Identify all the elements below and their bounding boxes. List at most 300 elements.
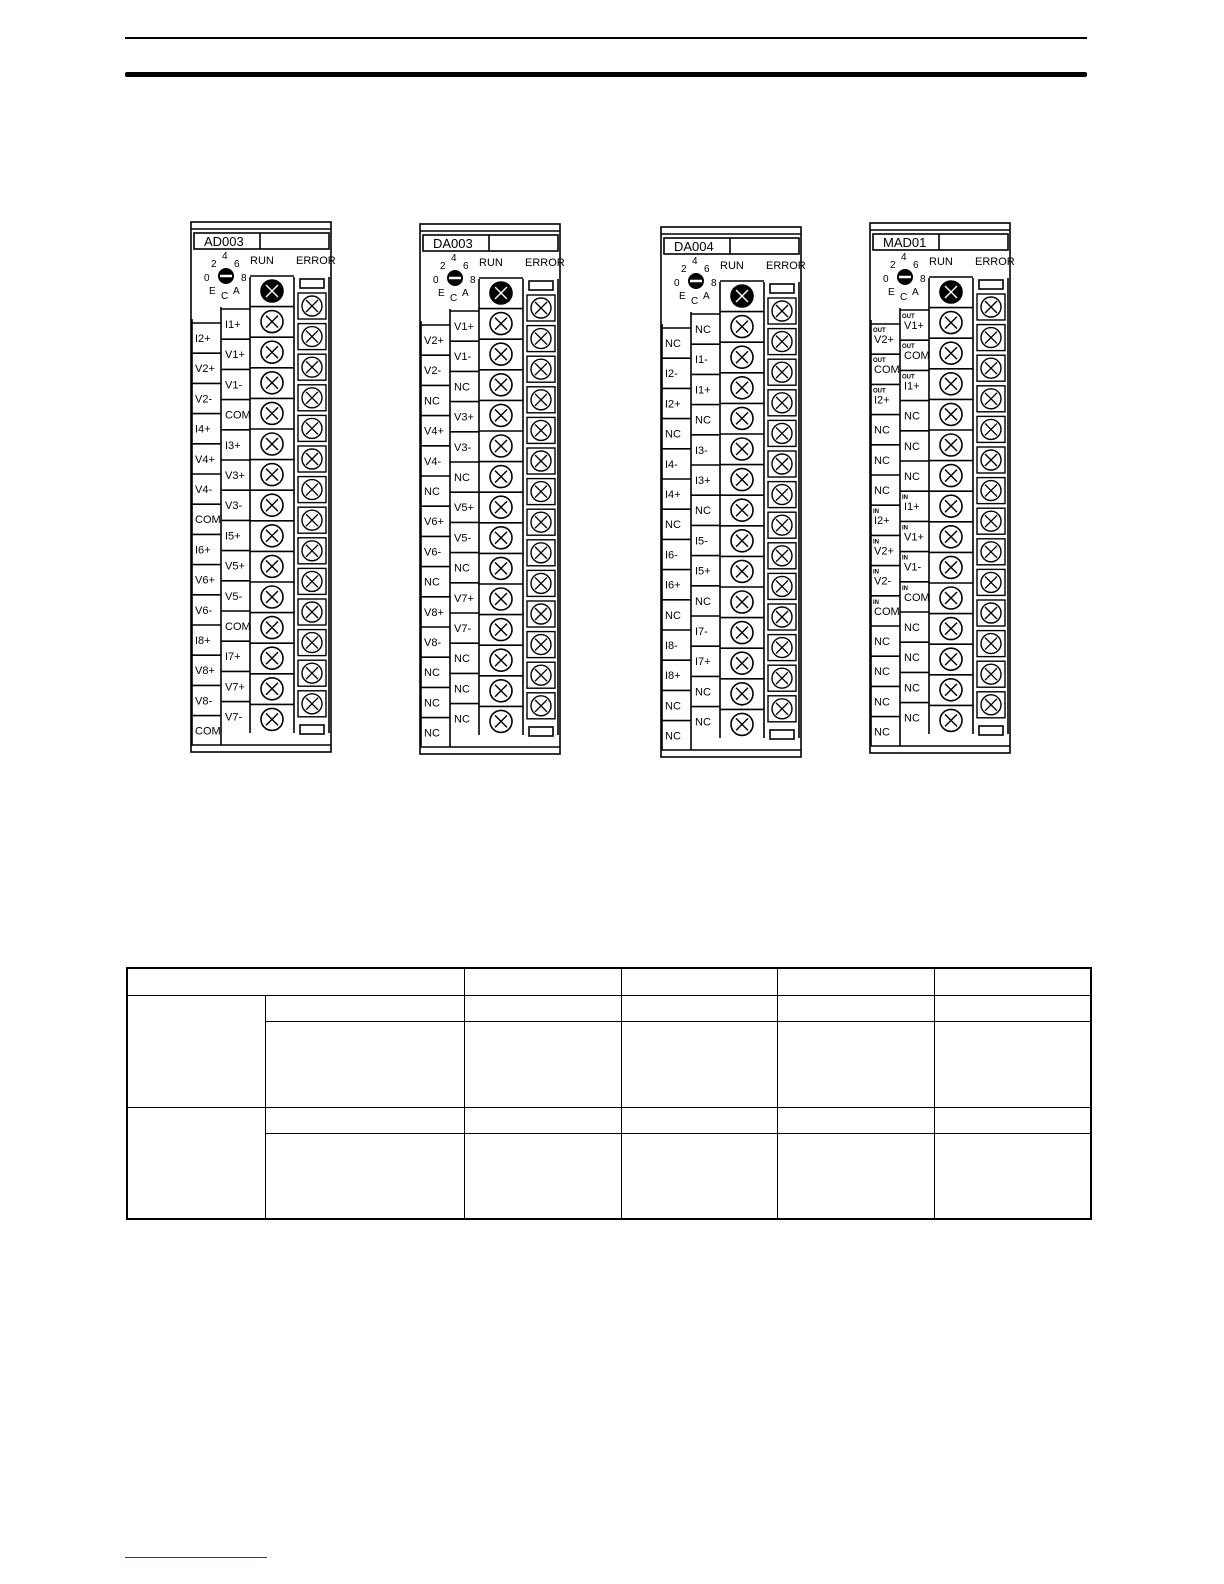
- terminal-label-right: V7-: [225, 711, 243, 724]
- svg-text:0: 0: [883, 274, 889, 285]
- svg-text:8: 8: [920, 274, 926, 285]
- terminal-label-left: NC: [424, 486, 440, 498]
- terminal-label-left: COM: [195, 725, 221, 738]
- terminal-screw-icon: [527, 448, 555, 474]
- terminal-screw-icon: [768, 451, 796, 477]
- terminal-screw-icon: [768, 696, 796, 722]
- terminal-label-right: NC: [695, 414, 711, 427]
- svg-text:0: 0: [204, 273, 210, 284]
- error-indicator-label: ERROR: [296, 255, 336, 267]
- terminal-label-left: COM: [195, 514, 221, 527]
- terminal-label-right: I7+: [225, 651, 241, 664]
- table-cell: [621, 1107, 777, 1133]
- terminal-screw-icon: [940, 434, 962, 456]
- terminal-label-right: V5+: [454, 502, 474, 515]
- table-cell: [265, 1021, 464, 1107]
- table-cell: [777, 968, 934, 995]
- terminal-tag: OUT: [873, 388, 886, 395]
- rotary-switch-icon: [674, 256, 717, 307]
- terminal-screw-icon: [940, 342, 962, 364]
- terminal-label-left: V2-: [874, 575, 892, 588]
- terminal-screw-icon: [298, 354, 326, 380]
- terminal-label-left: V2+: [424, 335, 444, 347]
- terminal-screw-icon: [768, 420, 796, 446]
- table-cell: [777, 995, 934, 1021]
- terminal-label-right: V1+: [904, 320, 924, 332]
- terminal-screw-icon: [298, 415, 326, 441]
- terminal-screw-icon: [261, 311, 283, 333]
- terminal-screw-icon: [261, 555, 283, 577]
- terminal-label-right: V7-: [454, 623, 472, 635]
- terminal-label-left: V6-: [424, 546, 442, 559]
- terminal-label-right: NC: [904, 471, 920, 483]
- terminal-screw-icon: [261, 708, 283, 730]
- terminal-screw-icon: [527, 479, 555, 505]
- svg-text:6: 6: [463, 261, 469, 272]
- terminal-label-left: NC: [874, 485, 890, 497]
- terminal-label-right: NC: [454, 653, 470, 666]
- terminal-label-right: I3+: [225, 439, 241, 452]
- terminal-screw-icon: [768, 359, 796, 385]
- terminal-screw-icon: [490, 466, 512, 488]
- svg-text:2: 2: [681, 264, 687, 275]
- terminal-label-left: NC: [665, 700, 681, 713]
- terminal-screw-icon: [527, 356, 555, 382]
- run-indicator-label: RUN: [720, 260, 744, 272]
- terminal-screw-icon: [940, 403, 962, 425]
- terminal-screw-icon: [768, 329, 796, 355]
- terminal-label-left: I8+: [195, 635, 211, 647]
- terminal-label-left: V2-: [424, 365, 442, 378]
- terminal-label-right: NC: [454, 472, 470, 484]
- terminal-tag: OUT: [902, 344, 915, 351]
- terminal-label-left: V8-: [424, 637, 442, 649]
- table-cell: [934, 968, 1091, 995]
- terminal-screw-icon: [768, 482, 796, 508]
- terminal-screw-icon: [490, 527, 512, 549]
- terminal-block-diagram: [190, 221, 336, 753]
- terminal-screw-icon: [731, 407, 753, 429]
- terminal-screw-icon: [940, 495, 962, 517]
- module-name-label: MAD01: [883, 235, 927, 250]
- terminal-label-right: I5+: [225, 530, 241, 543]
- terminal-screw-icon: [527, 693, 555, 719]
- table-cell: [934, 1021, 1091, 1107]
- terminal-label-left: I6+: [665, 579, 681, 592]
- terminal-label-left: NC: [424, 667, 440, 680]
- terminal-label-left: V4+: [195, 453, 215, 466]
- terminal-label-right: V3-: [454, 441, 472, 454]
- terminal-screw-icon: [940, 648, 962, 670]
- terminal-screw-icon: [490, 710, 512, 732]
- terminal-screw-icon: [490, 619, 512, 641]
- terminal-label-left: I8-: [665, 640, 678, 652]
- terminal-label-right: V5+: [225, 560, 245, 573]
- terminal-label-left: V2+: [874, 545, 894, 558]
- module-mad01: [869, 222, 1015, 754]
- terminal-label-left: V8-: [195, 695, 213, 708]
- terminal-label-left: V8+: [195, 665, 215, 678]
- table-cell: [621, 1021, 777, 1107]
- terminal-label-left: I6+: [195, 544, 211, 557]
- terminal-screw-icon: [977, 386, 1005, 412]
- terminal-screw-icon: [261, 280, 283, 302]
- terminal-screw-icon: [298, 568, 326, 594]
- svg-text:C: C: [691, 296, 699, 307]
- terminal-screw-icon: [490, 313, 512, 335]
- terminal-screw-icon: [298, 630, 326, 656]
- terminal-screw-icon: [731, 622, 753, 644]
- terminal-screw-icon: [490, 496, 512, 518]
- terminal-screw-icon: [527, 570, 555, 596]
- terminal-label-right: NC: [904, 410, 920, 423]
- terminal-label-left: I2+: [874, 394, 890, 407]
- terminal-label-right: V5-: [225, 590, 243, 603]
- footer-rule: [125, 1557, 267, 1558]
- svg-text:4: 4: [692, 256, 698, 267]
- svg-text:6: 6: [234, 259, 240, 270]
- terminal-screw-icon: [731, 438, 753, 460]
- terminal-screw-icon: [490, 557, 512, 579]
- svg-text:E: E: [438, 288, 445, 299]
- module-ad003: [190, 221, 336, 753]
- svg-text:E: E: [679, 291, 686, 302]
- svg-text:A: A: [233, 286, 240, 297]
- table-row: [127, 995, 1091, 1021]
- terminal-screw-icon: [298, 477, 326, 503]
- terminal-label-right: COM: [225, 621, 251, 633]
- terminal-label-left: NC: [874, 454, 890, 467]
- svg-text:8: 8: [470, 275, 476, 286]
- terminal-screw-icon: [490, 649, 512, 671]
- terminal-screw-icon: [490, 404, 512, 426]
- table-cell: [777, 1107, 934, 1133]
- terminal-label-left: NC: [874, 696, 890, 709]
- svg-text:C: C: [221, 291, 229, 302]
- table-cell: [464, 1107, 621, 1133]
- svg-text:A: A: [912, 287, 919, 298]
- terminal-screw-icon: [977, 661, 1005, 687]
- terminal-screw-icon: [977, 294, 1005, 320]
- terminal-label-left: NC: [665, 730, 681, 743]
- terminal-label-right: V3+: [225, 470, 245, 482]
- terminal-label-left: NC: [424, 576, 440, 589]
- terminal-screw-icon: [977, 355, 1005, 381]
- table-cell: [464, 1133, 621, 1219]
- terminal-label-left: NC: [424, 727, 440, 740]
- terminal-label-right: NC: [904, 682, 920, 695]
- svg-text:4: 4: [222, 251, 228, 262]
- terminal-screw-icon: [940, 281, 962, 303]
- terminal-screw-icon: [768, 604, 796, 630]
- svg-text:2: 2: [890, 260, 896, 271]
- terminal-label-left: NC: [424, 395, 440, 408]
- terminal-label-left: V4-: [195, 484, 213, 496]
- terminal-tag: IN: [902, 495, 908, 502]
- terminal-screw-icon: [977, 692, 1005, 718]
- terminal-label-right: COM: [904, 350, 930, 363]
- terminal-label-right: NC: [695, 686, 711, 699]
- table-cell: [621, 1133, 777, 1219]
- table-cell: [464, 968, 621, 995]
- terminal-screw-icon: [527, 662, 555, 688]
- terminal-screw-icon: [731, 713, 753, 735]
- terminal-label-right: NC: [695, 505, 711, 518]
- terminal-screw-icon: [731, 469, 753, 491]
- terminal-label-right: NC: [454, 713, 470, 726]
- terminal-screw-icon: [768, 512, 796, 538]
- terminal-label-left: I8+: [665, 670, 681, 683]
- terminal-label-left: NC: [665, 428, 681, 441]
- terminal-screw-icon: [298, 599, 326, 625]
- terminal-screw-icon: [731, 683, 753, 705]
- terminal-screw-icon: [731, 377, 753, 399]
- terminal-label-right: I5-: [695, 535, 708, 548]
- terminal-screw-icon: [490, 282, 512, 304]
- terminal-screw-icon: [731, 285, 753, 307]
- terminal-screw-icon: [940, 709, 962, 731]
- terminal-label-left: V2+: [874, 334, 894, 346]
- terminal-screw-icon: [298, 446, 326, 472]
- table-cell: [777, 1133, 934, 1219]
- terminal-label-right: V1+: [454, 321, 474, 333]
- terminal-label-right: V1-: [454, 351, 472, 364]
- table-cell: [265, 995, 464, 1021]
- terminal-screw-icon: [731, 346, 753, 368]
- terminal-label-left: NC: [874, 666, 890, 679]
- terminal-screw-icon: [527, 417, 555, 443]
- terminal-tag: IN: [902, 555, 908, 562]
- table-cell: [464, 1021, 621, 1107]
- terminal-label-left: I4-: [665, 458, 678, 471]
- terminal-label-right: COM: [225, 409, 251, 422]
- terminal-screw-icon: [977, 508, 1005, 534]
- svg-text:4: 4: [901, 252, 907, 263]
- table-header-row: [127, 968, 1091, 995]
- table-group-cell: [127, 1107, 265, 1219]
- svg-text:0: 0: [433, 275, 439, 286]
- svg-text:2: 2: [211, 259, 217, 270]
- run-indicator-label: RUN: [479, 257, 503, 269]
- error-indicator-label: ERROR: [766, 260, 806, 272]
- svg-text:E: E: [209, 286, 216, 297]
- header-rule-thick: [125, 72, 1087, 77]
- terminal-screw-icon: [490, 374, 512, 396]
- terminal-screw-icon: [527, 387, 555, 413]
- terminal-label-left: V4-: [424, 455, 442, 468]
- terminal-label-left: V6+: [195, 574, 215, 587]
- terminal-tag: IN: [873, 569, 879, 576]
- terminal-label-right: COM: [904, 591, 930, 604]
- terminal-label-right: NC: [695, 324, 711, 336]
- terminal-screw-icon: [977, 631, 1005, 657]
- terminal-label-right: NC: [904, 652, 920, 665]
- terminal-tag: IN: [873, 599, 879, 606]
- terminal-label-left: I4+: [665, 489, 681, 501]
- terminal-label-right: NC: [454, 562, 470, 575]
- terminal-tag: OUT: [873, 328, 886, 334]
- terminal-label-left: V2-: [195, 393, 213, 406]
- terminal-label-right: NC: [454, 683, 470, 696]
- terminal-label-right: NC: [904, 712, 920, 725]
- terminal-screw-icon: [977, 447, 1005, 473]
- svg-text:0: 0: [674, 278, 680, 289]
- svg-text:4: 4: [451, 253, 457, 264]
- terminal-screw-icon: [940, 373, 962, 395]
- terminal-tag: IN: [902, 585, 908, 592]
- terminal-label-right: NC: [904, 622, 920, 634]
- terminal-screw-icon: [977, 539, 1005, 565]
- terminal-screw-icon: [940, 587, 962, 609]
- error-indicator-label: ERROR: [975, 256, 1015, 268]
- table-cell: [265, 1133, 464, 1219]
- terminal-tag: IN: [902, 525, 908, 532]
- table-cell: [621, 995, 777, 1021]
- terminal-screw-icon: [490, 680, 512, 702]
- terminal-screw-icon: [731, 652, 753, 674]
- terminal-screw-icon: [527, 326, 555, 352]
- svg-text:C: C: [900, 292, 908, 303]
- terminal-tag: OUT: [902, 314, 915, 320]
- terminal-screw-icon: [977, 325, 1005, 351]
- terminal-tag: IN: [873, 539, 879, 546]
- table-row: [127, 1133, 1091, 1219]
- terminal-screw-icon: [298, 691, 326, 717]
- terminal-screw-icon: [490, 435, 512, 457]
- terminal-screw-icon: [261, 647, 283, 669]
- svg-text:8: 8: [711, 278, 717, 289]
- terminal-screw-icon: [940, 679, 962, 701]
- terminal-screw-icon: [940, 312, 962, 334]
- terminal-label-right: I1+: [904, 501, 920, 514]
- terminal-label-right: I5+: [695, 565, 711, 578]
- terminal-tag: OUT: [873, 358, 886, 365]
- terminal-screw-icon: [731, 316, 753, 338]
- terminal-label-right: V1-: [904, 561, 922, 574]
- terminal-label-left: NC: [665, 338, 681, 350]
- terminal-label-left: V6+: [424, 516, 444, 529]
- terminal-label-right: I1+: [904, 380, 920, 393]
- terminal-label-left: NC: [874, 726, 890, 739]
- terminal-screw-icon: [977, 569, 1005, 595]
- terminal-label-right: NC: [904, 440, 920, 453]
- terminal-screw-icon: [261, 341, 283, 363]
- terminal-label-left: V8+: [424, 606, 444, 619]
- terminal-screw-icon: [768, 298, 796, 324]
- run-indicator-label: RUN: [929, 256, 953, 268]
- table-row: [127, 1107, 1091, 1133]
- svg-text:6: 6: [913, 260, 919, 271]
- module-name-label: DA003: [433, 236, 473, 251]
- terminal-label-left: NC: [665, 519, 681, 532]
- terminal-label-right: V3+: [454, 411, 474, 424]
- terminal-label-left: I6-: [665, 549, 678, 562]
- terminal-screw-icon: [768, 543, 796, 569]
- terminal-block-diagram: [419, 223, 565, 755]
- terminal-label-right: I1+: [225, 319, 241, 331]
- terminal-screw-icon: [261, 525, 283, 547]
- terminal-label-left: NC: [424, 697, 440, 710]
- terminal-screw-icon: [768, 573, 796, 599]
- terminal-screw-icon: [298, 538, 326, 564]
- terminal-screw-icon: [527, 632, 555, 658]
- terminal-screw-icon: [940, 465, 962, 487]
- terminal-screw-icon: [731, 530, 753, 552]
- terminal-screw-icon: [261, 678, 283, 700]
- terminal-screw-icon: [261, 372, 283, 394]
- terminal-label-right: V1+: [904, 531, 924, 544]
- table-cell: [464, 995, 621, 1021]
- rotary-switch-icon: [883, 252, 926, 303]
- terminal-label-left: NC: [665, 609, 681, 622]
- svg-text:6: 6: [704, 264, 710, 275]
- terminal-screw-icon: [261, 464, 283, 486]
- terminal-label-left: I2+: [195, 333, 211, 345]
- terminal-screw-icon: [298, 385, 326, 411]
- terminal-label-right: V1+: [225, 349, 245, 362]
- terminal-label-left: NC: [874, 636, 890, 648]
- terminal-screw-icon: [298, 660, 326, 686]
- terminal-screw-icon: [261, 586, 283, 608]
- terminal-screw-icon: [731, 499, 753, 521]
- terminal-screw-icon: [977, 478, 1005, 504]
- terminal-tag: OUT: [902, 374, 915, 381]
- terminal-label-left: I2+: [665, 398, 681, 411]
- table-row: [127, 1021, 1091, 1107]
- terminal-label-left: I2-: [665, 368, 678, 381]
- module-name-label: AD003: [204, 234, 244, 249]
- terminal-screw-icon: [261, 402, 283, 424]
- terminal-label-left: I4+: [195, 423, 211, 436]
- terminal-label-left: V2+: [195, 363, 215, 376]
- terminal-screw-icon: [527, 509, 555, 535]
- terminal-label-right: V7+: [454, 592, 474, 605]
- svg-text:8: 8: [241, 273, 247, 284]
- terminal-screw-icon: [768, 635, 796, 661]
- module-da003: [419, 223, 565, 755]
- header-rule-thin: [125, 37, 1087, 39]
- svg-text:A: A: [703, 291, 710, 302]
- table-cell: [777, 1021, 934, 1107]
- terminal-label-left: I2+: [874, 515, 890, 528]
- table-cell: [934, 995, 1091, 1021]
- terminal-screw-icon: [527, 540, 555, 566]
- terminal-screw-icon: [298, 293, 326, 319]
- terminal-label-right: I1+: [695, 384, 711, 397]
- terminal-label-right: I1-: [695, 354, 708, 367]
- module-name-label: DA004: [674, 239, 714, 254]
- terminal-label-right: NC: [695, 595, 711, 608]
- module-da004: [660, 226, 806, 758]
- terminal-screw-icon: [940, 526, 962, 548]
- terminal-screw-icon: [977, 416, 1005, 442]
- svg-text:E: E: [888, 287, 895, 298]
- terminal-label-right: NC: [454, 381, 470, 394]
- terminal-label-right: I7+: [695, 656, 711, 669]
- terminal-screw-icon: [940, 618, 962, 640]
- svg-text:2: 2: [440, 261, 446, 272]
- terminal-label-left: V4+: [424, 425, 444, 438]
- terminal-label-left: V6-: [195, 604, 213, 617]
- terminal-label-left: COM: [874, 605, 900, 618]
- terminal-screw-icon: [768, 390, 796, 416]
- table-cell: [127, 968, 464, 995]
- terminal-label-right: I3-: [695, 444, 708, 457]
- table-cell: [265, 1107, 464, 1133]
- terminal-screw-icon: [298, 507, 326, 533]
- rotary-switch-icon: [204, 251, 247, 302]
- table-cell: [934, 1133, 1091, 1219]
